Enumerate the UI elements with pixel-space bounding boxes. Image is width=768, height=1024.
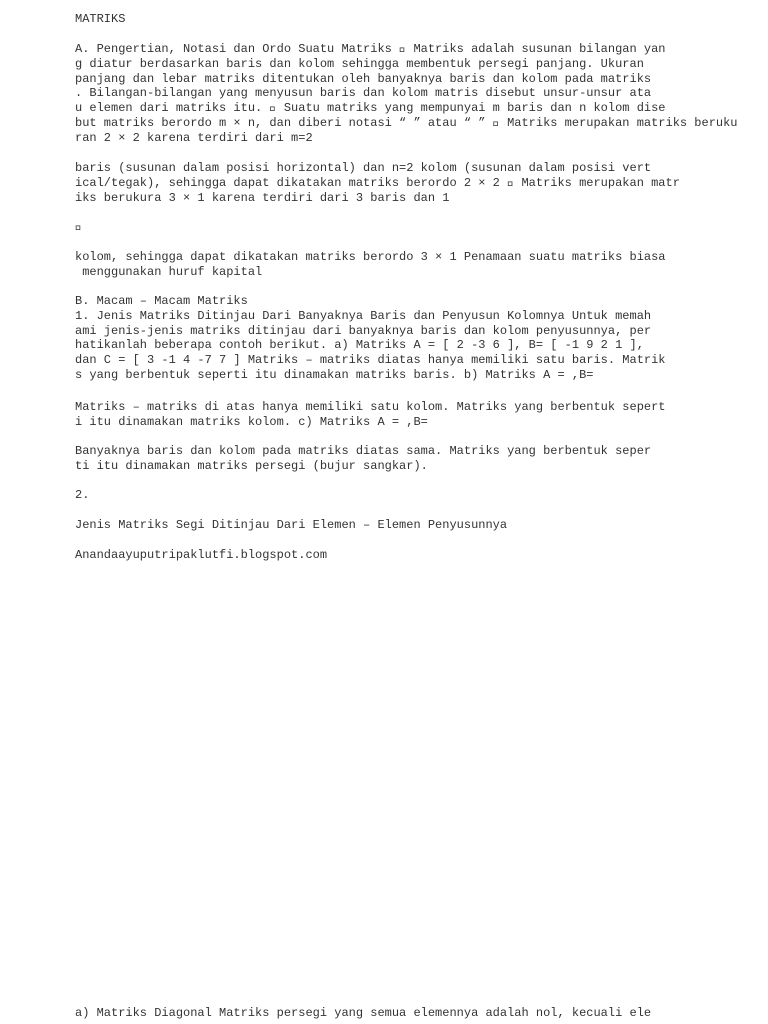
section-number: 2. <box>75 488 90 502</box>
paragraph-ordo-continued: baris (susunan dalam posisi horizontal) dan n=2 kolom (susunan dalam posisi vert ical/tegak), sehingga dapat dikatakan matriks berordo 2 × 2 Matriks merupakan matr iks berukura 3 × 1 karena terdiri dari 3 baris dan 1 <box>75 161 680 205</box>
bullet-glyph <box>75 220 83 234</box>
paragraph-matriks-diagonal: a) Matriks Diagonal Matriks persegi yang semua elemennya adalah nol, kecuali ele <box>75 1006 652 1020</box>
document-title: MATRIKS <box>75 12 126 26</box>
paragraph-pengertian: A. Pengertian, Notasi dan Ordo Suatu Matriks Matriks adalah susunan bilangan yan g diatur berdasarkan baris dan kolom sehingga membentuk persegi panjang. Ukuran panjang dan lebar matriks ditentukan oleh banyaknya baris dan kolom pada matriks . Bilangan-bilangan yang menyusun baris dan kolom matris disebut unsur-unsur ata u elemen dari matriks itu. Suatu matriks yang mempunyai m baris dan n kolom dise but matriks berordo m × n, dan diberi notasi “ ” atau “ ” Matriks merupakan matriks beruku ran 2 × 2 karena terdiri dari m=2 <box>75 42 738 145</box>
paragraph-macam-matriks: B. Macam – Macam Matriks 1. Jenis Matriks Ditinjau Dari Banyaknya Baris dan Penyusun Kolomnya Untuk memah ami jenis-jenis matriks ditinjau dari banyaknya baris dan kolom penyusunnya, per hatikanlah beberapa contoh berikut. a) Matriks A = [ 2 -3 6 ], B= [ -1 9 2 1 ], dan C = [ 3 -1 4 -7 7 ] Matriks – matriks diatas hanya memiliki satu baris. Matrik s yang berbentuk seperti itu dinamakan matriks baris. b) Matriks A = ,B= <box>75 294 666 382</box>
source-credit: Anandaayuputripaklutfi.blogspot.com <box>75 548 328 562</box>
paragraph-penamaan: kolom, sehingga dapat dikatakan matriks berordo 3 × 1 Penamaan suatu matriks biasa menggunakan huruf kapital <box>75 250 666 279</box>
section-heading: Jenis Matriks Segi Ditinjau Dari Elemen – Elemen Penyusunnya <box>75 518 508 532</box>
paragraph-matriks-persegi: Banyaknya baris dan kolom pada matriks diatas sama. Matriks yang berbentuk seper ti itu dinamakan matriks persegi (bujur sangkar). <box>75 444 652 473</box>
paragraph-matriks-kolom: Matriks – matriks di atas hanya memiliki satu kolom. Matriks yang berbentuk sepert i itu dinamakan matriks kolom. c) Matriks A = ,B= <box>75 400 666 429</box>
